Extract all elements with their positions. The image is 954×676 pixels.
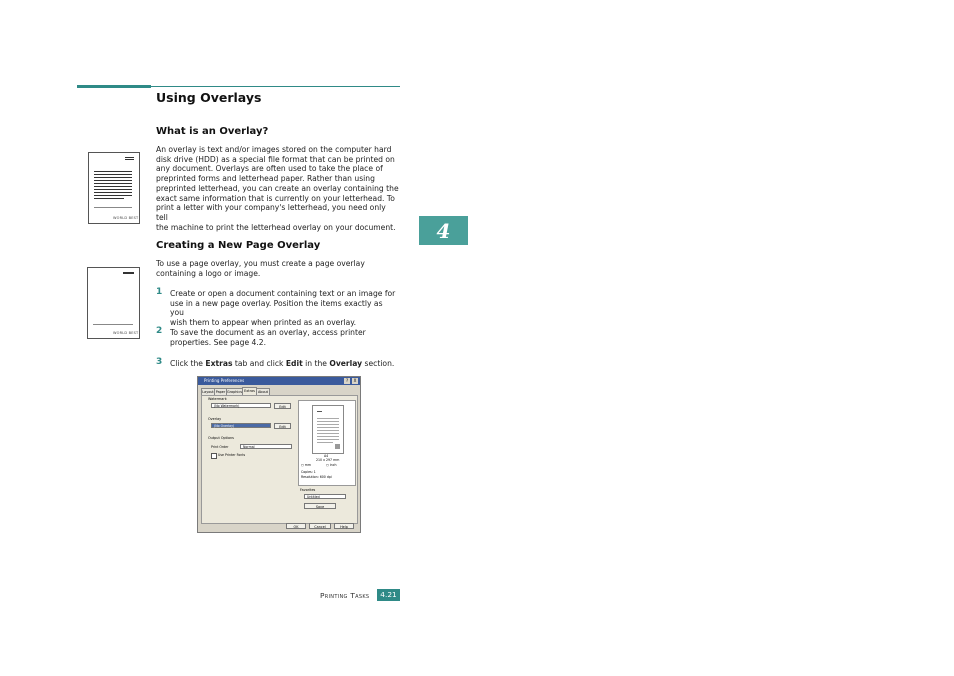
overlay-description: An overlay is text and/or images stored on the computer hard disk drive (HDD) as a special file format that can be printed on any document. Overlays are often used to take the place of preprinted forms and letterhead paper. Rather than using preprinted letterhead, you can create an overlay containing the exact same information that is currently on your letterhead. To print a letter with your company's letterhead, you need only tell the machine to print the letterhead overlay on your document. <box>156 145 399 232</box>
paper-size: A4 <box>324 454 329 458</box>
output-options-label: Output Options <box>208 436 234 440</box>
tab-extras[interactable]: Extras <box>242 387 257 396</box>
creating-intro: To use a page overlay, you must create a page overlay containing a logo or image. <box>156 259 365 278</box>
step-number: 1 <box>156 287 163 297</box>
cancel-button[interactable]: Cancel <box>309 523 331 529</box>
overlay-edit-button[interactable]: Edit <box>274 423 291 429</box>
printing-preferences-dialog <box>197 376 361 533</box>
step-number: 3 <box>156 357 163 367</box>
step-text: Click the Extras tab and click Edit in the Overlay section. <box>170 359 395 368</box>
watermark-group-label: Watermark <box>208 397 227 401</box>
print-order-label: Print Order <box>211 445 229 449</box>
section-rule-accent <box>77 85 151 88</box>
ok-button[interactable]: OK <box>286 523 306 529</box>
step-number: 2 <box>156 326 163 336</box>
paper-preview-page <box>312 405 344 454</box>
overlay-group-label: Overlay <box>208 417 222 421</box>
chapter-tab: 4 <box>419 216 468 245</box>
overlay-document-icon <box>87 267 140 339</box>
tab-graphics[interactable]: Graphics <box>227 390 242 394</box>
close-icon[interactable]: X <box>353 378 357 383</box>
resolution-readout: Resolution: 600 dpi <box>301 475 332 479</box>
favorites-label: Favorites <box>300 488 316 492</box>
footer-page-number: 4.21 <box>377 589 400 601</box>
tab-about[interactable]: About <box>257 390 269 394</box>
unit-inch-radio[interactable]: ○ inch <box>326 463 337 467</box>
section-title: Using Overlays <box>156 90 262 105</box>
tab-layout[interactable]: Layout <box>202 390 214 394</box>
step-text: Create or open a document containing text or an image for use in a new page overlay. Position the items exactly as you wish them to appear when printed as an overlay. <box>170 289 396 328</box>
heading-creating-overlay: Creating a New Page Overlay <box>156 240 321 251</box>
help-button[interactable]: Help <box>334 523 354 529</box>
watermark-select[interactable]: (No Watermark) <box>211 403 271 408</box>
favorites-select[interactable]: Untitled <box>304 494 346 499</box>
copies-readout: Copies: 1 <box>301 470 316 474</box>
paper-dimensions: 210 x 297 mm <box>316 458 340 462</box>
watermark-edit-button[interactable]: Edit <box>274 403 291 409</box>
section-rule <box>151 86 400 87</box>
tab-paper[interactable]: Paper <box>215 390 226 394</box>
dialog-title: Printing Preferences <box>204 378 245 383</box>
paper-preview <box>298 400 356 486</box>
footer-section-name: Printing Tasks <box>320 591 370 600</box>
icon-caption: WORLD BEST <box>113 216 139 220</box>
print-order-select[interactable]: Normal <box>240 444 292 449</box>
step-text: To save the document as an overlay, access printer properties. See page 4.2. <box>170 328 366 347</box>
unit-mm-radio[interactable]: ○ mm <box>301 463 312 467</box>
extras-panel <box>201 395 358 524</box>
dialog-titlebar <box>198 377 360 385</box>
heading-what-is-overlay: What is an Overlay? <box>156 126 269 137</box>
letterhead-document-icon <box>88 152 140 224</box>
help-icon[interactable]: ? <box>345 378 349 383</box>
icon-caption: WORLD BEST <box>113 331 139 335</box>
printer-fonts-label: Use Printer Fonts <box>218 453 246 457</box>
favorites-save-button[interactable]: Save <box>304 503 336 509</box>
printer-fonts-checkbox[interactable] <box>211 453 217 459</box>
overlay-select[interactable]: (No Overlay) <box>211 423 271 428</box>
